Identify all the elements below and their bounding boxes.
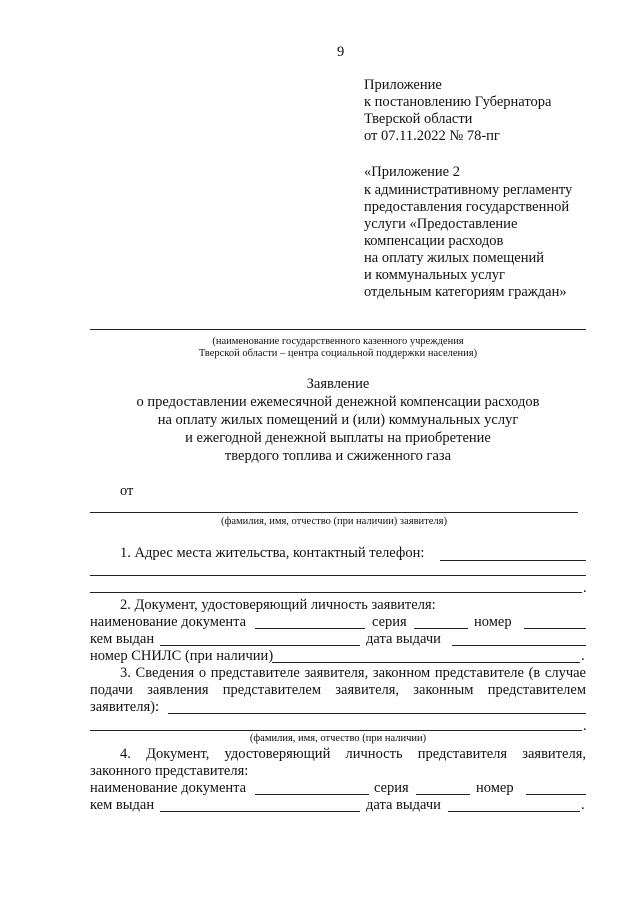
appendix2-line: компенсации расходов: [364, 233, 504, 249]
section2-number-label: номер: [474, 614, 512, 630]
section4-series-field[interactable]: [416, 794, 470, 795]
section1-end: .: [583, 580, 587, 596]
appendix2-line: и коммунальных услуг: [364, 267, 505, 283]
section1-label: 1. Адрес места жительства, контактный телефон:: [120, 545, 425, 561]
page-number: 9: [337, 44, 345, 60]
institution-caption-2: Тверской области – центра социальной поддержки населения): [198, 348, 478, 359]
section2-issuedby-field[interactable]: [160, 645, 360, 646]
section4-number-field[interactable]: [526, 794, 586, 795]
section4-docname-label: наименование документа: [90, 780, 247, 796]
section4-issuedby-label: кем выдан: [90, 797, 155, 813]
section4-end: .: [581, 797, 585, 813]
section3-representative-field-2[interactable]: [90, 730, 582, 731]
section1-address-field-1[interactable]: [90, 575, 586, 576]
section2-series-label: серия: [372, 614, 407, 630]
section2-series-field[interactable]: [414, 628, 468, 629]
section1-address-field-2[interactable]: [90, 592, 582, 593]
appendix2-line: на оплату жилых помещений: [364, 250, 545, 266]
title-line: о предоставлении ежемесячной денежной компенсации расходов: [136, 394, 540, 410]
section2-docname-label: наименование документа: [90, 614, 247, 630]
title-line: и ежегодной денежной выплаты на приобретение: [185, 430, 491, 446]
appendix-line: Приложение: [364, 77, 442, 93]
section2-end: .: [581, 648, 585, 664]
section2-issuedate-label: дата выдачи: [366, 631, 441, 647]
section2-docname-field[interactable]: [255, 628, 365, 629]
institution-caption-1: (наименование государственного казенного учреждения: [212, 336, 464, 347]
section3-line1: 3. Сведения о представителе заявителя, законном представителе (в случае: [120, 665, 586, 681]
from-label: от: [120, 483, 134, 499]
section3-line2: подачи заявления представителем заявителя, законным представителем: [90, 682, 586, 698]
appendix2-line: «Приложение 2: [364, 164, 460, 180]
applicant-name-field[interactable]: [90, 512, 578, 513]
appendix2-line: услуги «Предоставление: [364, 216, 518, 232]
section4-series-label: серия: [374, 780, 409, 796]
section3-line3: заявителя):: [90, 699, 159, 715]
institution-field-line[interactable]: [90, 329, 586, 330]
section3-end: .: [583, 718, 587, 734]
applicant-caption: (фамилия, имя, отчество (при наличии) заявителя): [221, 516, 447, 527]
section2-issuedby-label: кем выдан: [90, 631, 155, 647]
section4-number-label: номер: [476, 780, 514, 796]
appendix-line: от 07.11.2022 № 78-пг: [364, 128, 500, 144]
appendix-line: к постановлению Губернатора: [364, 94, 552, 110]
appendix2-line: отдельным категориям граждан»: [364, 284, 567, 300]
section4-issuedby-field[interactable]: [160, 811, 360, 812]
section2-snils-label: номер СНИЛС (при наличии): [90, 648, 274, 664]
section3-representative-field-1[interactable]: [168, 713, 586, 714]
section2-snils-field[interactable]: [272, 662, 580, 663]
section2-number-field[interactable]: [524, 628, 586, 629]
section4-line2: законного представителя:: [90, 763, 249, 779]
section3-caption: (фамилия, имя, отчество (при наличии): [249, 733, 427, 744]
section2-issuedate-field[interactable]: [452, 645, 586, 646]
section4-issuedate-field[interactable]: [448, 811, 580, 812]
section4-docname-field[interactable]: [255, 794, 369, 795]
section2-heading: 2. Документ, удостоверяющий личность заявителя:: [120, 597, 436, 613]
section4-line1: 4. Документ, удостоверяющий личность представителя заявителя,: [120, 746, 586, 762]
section1-phone-field[interactable]: [440, 560, 586, 561]
section4-issuedate-label: дата выдачи: [366, 797, 441, 813]
title-line: Заявление: [306, 376, 370, 392]
appendix2-line: к административному регламенту: [364, 182, 573, 198]
appendix2-line: предоставления государственной: [364, 199, 570, 215]
title-line: твердого топлива и сжиженного газа: [224, 448, 452, 464]
appendix-line: Тверской области: [364, 111, 473, 127]
title-line: на оплату жилых помещений и (или) коммунальных услуг: [157, 412, 519, 428]
